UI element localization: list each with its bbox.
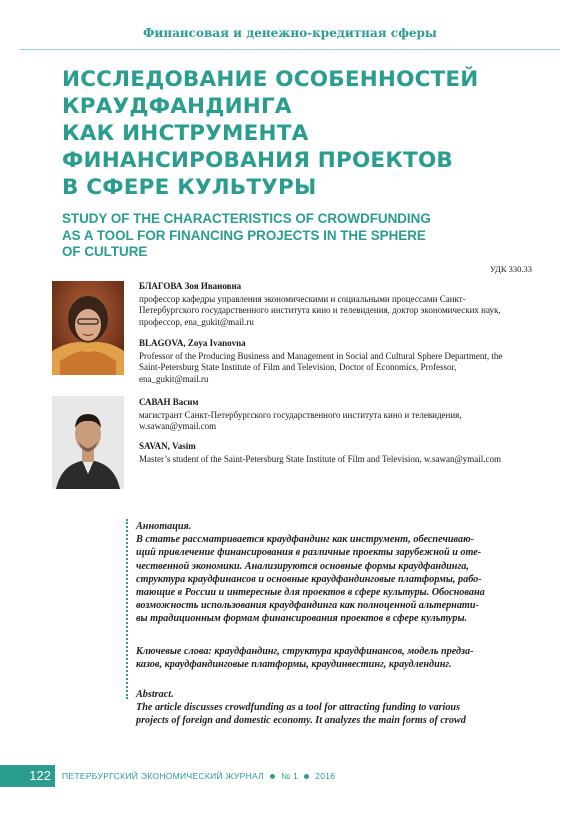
annotation-line: чественной экономики. Анализируются основные формы краудфандинга, (136, 560, 469, 572)
page-number: 122 (0, 765, 55, 787)
annotation-ru (136, 520, 534, 626)
title-ru-line: КРАУДФАНДИНГА (62, 94, 292, 119)
title-ru-line: ИССЛЕДОВАНИЕ ОСОБЕННОСТЕЙ (62, 67, 479, 92)
author-affiliation: Master’s student of the Saint-Petersburg State Institute of Film and Television, w.sawan@ymail.com (139, 453, 502, 464)
udc-code: УДК 330.33 (489, 264, 532, 274)
author-name: BLAGOVA, Zoya Ivanovna (139, 338, 246, 348)
author-blagova-en (139, 338, 524, 385)
author-savan-en (139, 441, 524, 465)
keywords-line: казов, краудфандинговые платформы, краудинвестинг, краудлендинг. (136, 659, 452, 671)
title-en-line: OF CULTURE (62, 244, 148, 259)
journal-info (62, 765, 335, 787)
author-photo-savan (52, 396, 124, 489)
keywords-line: Ключевые слова: краудфандинг, структура краудфинансов, модель предза- (136, 646, 474, 657)
page-footer (0, 765, 580, 787)
author-name: САВАН Васим (139, 397, 199, 407)
author-affiliation: Professor of the Producing Business and Management in Social and Cultural Sphere Department, the Saint-Petersburg State Institute of Film and Television, Doctor of Economics, Professor, ena_gukit@mail.ru (139, 350, 503, 384)
portrait-man-image (52, 396, 124, 489)
annotation-line: В статье рассматривается краудфандинг как инструмент, обеспечиваю- (136, 534, 474, 546)
annotation-line: возможность использования краудфандинга как полноценной альтернати- (136, 600, 479, 612)
author-blagova-ru (139, 281, 524, 328)
title-en-line: STUDY OF THE CHARACTERISTICS OF CROWDFUNDING (62, 211, 431, 226)
title-ru-line: КАК ИНСТРУМЕНТА (62, 121, 309, 146)
annotation-line: щий привлечение финансирования в различные проекты зарубежной и оте- (136, 547, 482, 559)
title-en-line: AS A TOOL FOR FINANCING PROJECTS IN THE SPHERE (62, 227, 426, 243)
journal-name: ПЕТЕРБУРГСКИЙ ЭКОНОМИЧЕСКИЙ ЖУРНАЛ (62, 771, 265, 781)
author-name: SAVAN, Vasim (139, 441, 196, 451)
abstract-heading: Abstract. (136, 689, 174, 700)
abstract-line: projects of foreign and domestic economy. It analyzes the main forms of crowd (136, 715, 466, 727)
annotation-heading: Аннотация. (136, 521, 192, 532)
annotation-line: вы традиционным формам финансирования проектов в сфере культуры. (136, 613, 468, 625)
abstract-en (136, 688, 534, 728)
bullet-dot-icon (304, 774, 309, 779)
title-russian (62, 66, 532, 201)
annotation-line: тающие в России и интересные для проектов в сфере культуры. Обоснована (136, 587, 485, 599)
author-photo-blagova (52, 281, 124, 375)
title-english (62, 211, 532, 261)
header-rule (20, 49, 560, 50)
journal-year: 2016 (315, 771, 336, 781)
abstract-line: The article discusses crowdfunding as a tool for attracting funding to various (136, 702, 461, 714)
author-name: БЛАГОВА Зоя Ивановна (139, 281, 242, 291)
section-title: Финансовая и денежно-кредитная сферы (143, 26, 437, 40)
portrait-woman-image (52, 281, 124, 375)
author-affiliation: профессор кафедры управления экономическими и социальными процессами Санкт-Петербургского государственного института кино и телевидения, доктор экономических наук, профессор, ena_gukit@mail.ru (139, 293, 501, 327)
author-savan-ru (139, 397, 524, 433)
journal-issue: № 1 (281, 771, 299, 781)
title-ru-line: В СФЕРЕ КУЛЬТУРЫ (62, 175, 317, 200)
author-affiliation: магистрант Санкт-Петербургского государственного института кино и телевидения, w.sawan@ymail.com (139, 409, 462, 432)
keywords-ru (136, 645, 534, 671)
title-ru-line: ФИНАНСИРОВАНИЯ ПРОЕКТОВ (62, 148, 454, 173)
bullet-dot-icon (270, 774, 275, 779)
annotation-line: структура краудфинансов и основные краудфандинговые платформы, рабо- (136, 573, 482, 585)
